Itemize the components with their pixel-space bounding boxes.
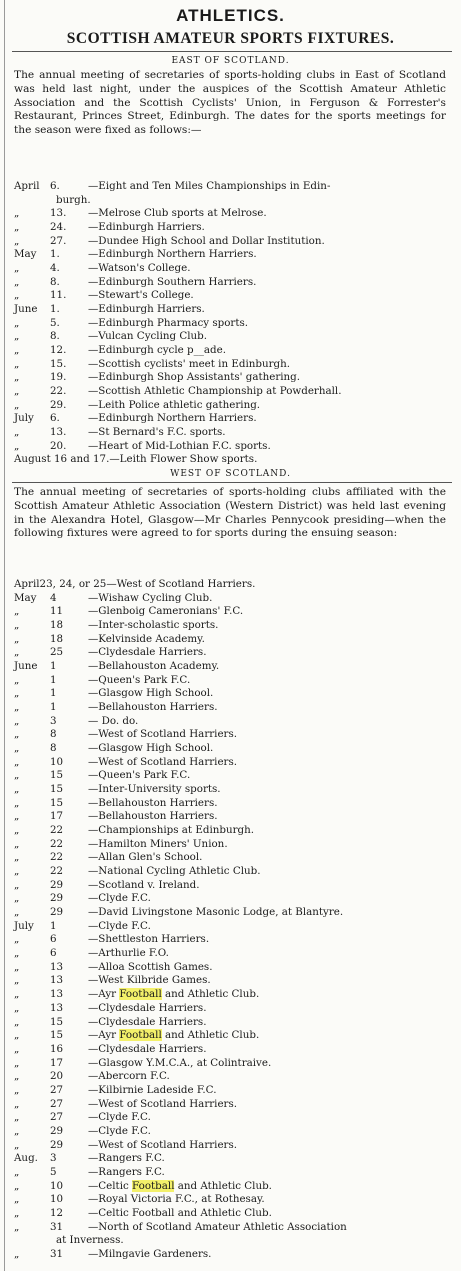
fixture-event: —Clyde F.C. bbox=[88, 1124, 151, 1137]
fixture-row bbox=[14, 276, 450, 290]
fixture-row bbox=[14, 371, 450, 385]
fixture-month: „ bbox=[14, 619, 20, 632]
fixture-date: 10 bbox=[50, 1179, 64, 1192]
fixture-month: „ bbox=[14, 385, 20, 398]
fixture-row bbox=[14, 783, 450, 797]
fixture-month: „ bbox=[14, 1165, 20, 1178]
fixture-month: „ bbox=[14, 1138, 20, 1151]
fixture-event: —West of Scotland Harriers. bbox=[88, 728, 238, 741]
fixture-date: 10 bbox=[50, 755, 64, 768]
fixture-month: „ bbox=[14, 357, 20, 370]
fixture-month: „ bbox=[14, 974, 20, 987]
fixture-row bbox=[14, 1016, 450, 1030]
fixture-month: „ bbox=[14, 687, 20, 700]
fixture-date: 8 bbox=[50, 742, 57, 755]
fixture-event: —Celtic Football and Athletic Club. bbox=[88, 1206, 272, 1219]
fixture-month: „ bbox=[14, 439, 20, 452]
fixture-event: —Edinburgh Northern Harriers. bbox=[88, 248, 257, 261]
fixture-month: „ bbox=[14, 755, 20, 768]
fixture-date: 22 bbox=[50, 824, 64, 837]
fixture-event: —Glasgow High School. bbox=[88, 742, 214, 755]
column-border bbox=[4, 0, 5, 1271]
west-section-heading: WEST OF SCOTLAND. bbox=[170, 469, 291, 479]
fixture-row bbox=[14, 769, 450, 783]
fixture-month: „ bbox=[14, 1247, 20, 1260]
fixture-month: August 16 and 17. bbox=[14, 453, 110, 466]
fixture-month: „ bbox=[14, 316, 20, 329]
fixture-date: 15 bbox=[50, 796, 64, 809]
fixture-date: 3 bbox=[50, 1152, 57, 1165]
fixture-row bbox=[14, 988, 450, 1002]
fixture-date: 29 bbox=[50, 878, 64, 891]
fixture-date: 19. bbox=[50, 371, 67, 384]
east-section-heading: EAST OF SCOTLAND. bbox=[171, 56, 290, 66]
title-rule bbox=[12, 51, 452, 52]
fixture-date: 22. bbox=[50, 385, 67, 398]
fixture-date: 20. bbox=[50, 439, 67, 452]
fixture-date: 18 bbox=[50, 632, 64, 645]
fixture-month: April bbox=[14, 578, 40, 590]
fixture-row bbox=[14, 426, 450, 440]
fixture-event: —St Bernard's F.C. sports. bbox=[88, 426, 226, 439]
fixture-month: „ bbox=[14, 796, 20, 809]
fixture-row bbox=[14, 207, 450, 221]
fixture-month: „ bbox=[14, 673, 20, 686]
fixture-row bbox=[14, 1234, 450, 1248]
fixture-event: —Dundee High School and Dollar Institution. bbox=[88, 234, 325, 247]
fixture-event: —Edinburgh Pharmacy sports. bbox=[88, 316, 249, 329]
fixture-date: 27. bbox=[50, 234, 67, 247]
fixture-date: 11 bbox=[50, 605, 64, 618]
fixture-month: „ bbox=[14, 426, 20, 439]
fixture-month: July bbox=[14, 919, 34, 932]
fixture-row bbox=[14, 1166, 450, 1180]
fixture-date: 11. bbox=[50, 289, 67, 302]
fixture-date: 29 bbox=[50, 892, 64, 905]
fixture-event: —David Livingstone Masonic Lodge, at Blantyre. bbox=[88, 906, 344, 919]
fixture-date: 13. bbox=[50, 426, 67, 439]
fixture-date: 5. bbox=[50, 316, 60, 329]
fixture-month: „ bbox=[14, 960, 20, 973]
fixture-row bbox=[14, 1193, 450, 1207]
fixture-event: —Clydesdale Harriers. bbox=[88, 1015, 207, 1028]
fixture-row bbox=[14, 947, 450, 961]
fixture-date: 15 bbox=[50, 769, 64, 782]
fixture-month: June bbox=[14, 660, 38, 673]
west-fixtures-list bbox=[14, 578, 450, 1262]
fixture-month: Aug. bbox=[14, 1152, 38, 1165]
fixture-date: 13 bbox=[50, 974, 64, 987]
fixture-date: 1 bbox=[50, 673, 57, 686]
fixture-row bbox=[14, 262, 450, 276]
fixture-date: 24. bbox=[50, 221, 67, 234]
fixture-row bbox=[14, 592, 450, 606]
fixture-date: 15 bbox=[50, 1015, 64, 1028]
fixture-event: —Abercorn F.C. bbox=[88, 1070, 170, 1083]
fixture-date: 22 bbox=[50, 865, 64, 878]
fixture-date: 27 bbox=[50, 1083, 64, 1096]
fixture-event: burgh. bbox=[56, 193, 91, 206]
fixture-row bbox=[14, 605, 450, 619]
fixture-month: „ bbox=[14, 837, 20, 850]
fixture-row bbox=[14, 385, 450, 399]
east-fixtures-list bbox=[14, 180, 450, 467]
fixture-date: 6 bbox=[50, 947, 57, 960]
fixture-row bbox=[14, 1221, 450, 1235]
fixture-event: at Inverness. bbox=[56, 1234, 124, 1247]
fixture-row bbox=[14, 838, 450, 852]
fixture-event: —Shettleston Harriers. bbox=[88, 933, 210, 946]
fixture-event: —West Kilbride Games. bbox=[88, 974, 211, 987]
fixture-event: —North of Scotland Amateur Athletic Association bbox=[88, 1220, 347, 1233]
fixture-month: „ bbox=[14, 1015, 20, 1028]
fixture-month: „ bbox=[14, 947, 20, 960]
fixture-date: 25 bbox=[50, 646, 64, 659]
fixture-row bbox=[14, 1043, 450, 1057]
fixture-month: April bbox=[14, 180, 40, 192]
fixture-event: —West of Scotland Harriers. bbox=[106, 578, 256, 590]
fixture-event: —Scottish cyclists' meet in Edinburgh. bbox=[88, 357, 291, 370]
fixture-event: —Edinburgh Shop Assistants' gathering. bbox=[88, 371, 301, 384]
fixture-month: „ bbox=[14, 262, 20, 275]
fixture-event: —Clyde F.C. bbox=[88, 1111, 151, 1124]
fixture-month: „ bbox=[14, 1070, 20, 1083]
fixture-event: —Glasgow Y.M.C.A., at Colintraive. bbox=[88, 1056, 272, 1069]
east-intro-paragraph: The annual meeting of secretaries of sports-holding clubs in East of Scotland was held last night, under the auspices of the Scottish Amateur Athletic Association and the Scottish Cyclists' Union, in Ferguson & Forrester's Restaurant, Princes Street, Edinburgh. The dates for the sports meetings for the season were fixed as follows:— bbox=[14, 69, 446, 137]
search-highlight: Football bbox=[132, 1179, 175, 1192]
fixture-event: —Glenboig Cameronians' F.C. bbox=[88, 605, 244, 618]
fixture-row bbox=[14, 824, 450, 838]
fixture-row bbox=[14, 619, 450, 633]
fixture-event: —Edinburgh Southern Harriers. bbox=[88, 275, 257, 288]
fixture-row bbox=[14, 633, 450, 647]
fixture-date: 12 bbox=[50, 1206, 64, 1219]
fixture-row bbox=[14, 248, 450, 262]
fixture-event: —Leith Police athletic gathering. bbox=[88, 398, 261, 411]
fixture-date: 6. bbox=[50, 412, 60, 425]
fixture-date: 17 bbox=[50, 810, 64, 823]
fixture-row bbox=[14, 879, 450, 893]
fixture-event: —Clydesdale Harriers. bbox=[88, 1001, 207, 1014]
fixture-date: 1 bbox=[50, 701, 57, 714]
fixture-month: „ bbox=[14, 275, 20, 288]
west-intro-paragraph: The annual meeting of secretaries of sports-holding clubs affiliated with the Scottish Amateur Athletic Association (Western District) was held last evening in the Alexandra Hotel, Glasgow—Mr Charles Pennycook presiding—when the following fixtures were agreed to for sports during the ensuing season: bbox=[14, 486, 446, 540]
fixture-month: „ bbox=[14, 988, 20, 1001]
fixture-event: —Milngavie Gardeners. bbox=[88, 1247, 212, 1260]
fixture-month: June bbox=[14, 303, 38, 316]
fixture-event: —Glasgow High School. bbox=[88, 687, 214, 700]
fixture-month: „ bbox=[14, 783, 20, 796]
fixture-month: „ bbox=[14, 1083, 20, 1096]
fixture-month: „ bbox=[14, 605, 20, 618]
fixture-row bbox=[14, 701, 450, 715]
fixture-month: „ bbox=[14, 742, 20, 755]
fixture-row bbox=[14, 358, 450, 372]
fixture-row bbox=[14, 578, 450, 592]
fixture-row bbox=[14, 1070, 450, 1084]
fixture-date: 31 bbox=[50, 1220, 64, 1233]
fixture-row bbox=[14, 180, 450, 194]
fixture-date: 1. bbox=[50, 303, 60, 316]
fixture-date: 27 bbox=[50, 1111, 64, 1124]
fixture-row bbox=[14, 920, 450, 934]
fixture-date: 1 bbox=[50, 919, 57, 932]
fixture-row bbox=[14, 1111, 450, 1125]
fixture-month: „ bbox=[14, 878, 20, 891]
fixture-event: —Bellahouston Harriers. bbox=[88, 701, 218, 714]
fixture-event: —Arthurlie F.O. bbox=[88, 947, 169, 960]
fixture-row bbox=[14, 728, 450, 742]
fixture-event: —West of Scotland Harriers. bbox=[88, 755, 238, 768]
fixture-event: —Ayr Football and Athletic Club. bbox=[88, 1029, 260, 1042]
fixture-event: —Bellahouston Harriers. bbox=[88, 810, 218, 823]
fixture-month: „ bbox=[14, 1124, 20, 1137]
fixture-row bbox=[14, 1098, 450, 1112]
fixture-event: —Edinburgh Harriers. bbox=[88, 303, 205, 316]
fixture-event: —Celtic Football and Athletic Club. bbox=[88, 1179, 272, 1192]
fixture-date: 1 bbox=[50, 687, 57, 700]
fixture-date: 13 bbox=[50, 960, 64, 973]
page-title: ATHLETICS. bbox=[176, 6, 285, 25]
fixture-row bbox=[14, 933, 450, 947]
fixture-row bbox=[14, 1002, 450, 1016]
fixture-row bbox=[14, 399, 450, 413]
fixture-month: „ bbox=[14, 632, 20, 645]
fixture-date: 8. bbox=[50, 330, 60, 343]
fixture-event: —West of Scotland Harriers. bbox=[88, 1097, 238, 1110]
fixture-date: 29. bbox=[50, 398, 67, 411]
fixture-date: 8. bbox=[50, 275, 60, 288]
fixture-event: —Scottish Athletic Championship at Powderhall. bbox=[88, 385, 342, 398]
fixture-row bbox=[14, 851, 450, 865]
fixture-row bbox=[14, 303, 450, 317]
fixture-event: —Queen's Park F.C. bbox=[88, 673, 191, 686]
fixture-row bbox=[14, 412, 450, 426]
fixture-event: —Clyde F.C. bbox=[88, 892, 151, 905]
fixture-event: —Kelvinside Academy. bbox=[88, 632, 205, 645]
fixture-row bbox=[14, 453, 450, 467]
fixture-date: 29 bbox=[50, 906, 64, 919]
fixture-month: „ bbox=[14, 1097, 20, 1110]
fixture-month: „ bbox=[14, 398, 20, 411]
fixture-event: —National Cycling Athletic Club. bbox=[88, 865, 261, 878]
fixture-event: —Alloa Scottish Games. bbox=[88, 960, 213, 973]
fixture-row bbox=[14, 865, 450, 879]
fixture-row bbox=[14, 961, 450, 975]
fixture-month: „ bbox=[14, 1029, 20, 1042]
fixture-row bbox=[14, 1125, 450, 1139]
fixture-event: —Wishaw Cycling Club. bbox=[88, 591, 213, 604]
fixture-date: 22 bbox=[50, 851, 64, 864]
fixture-event: —Clydesdale Harriers. bbox=[88, 646, 207, 659]
fixture-row bbox=[14, 660, 450, 674]
fixture-date: 23, 24, or 25 bbox=[39, 578, 107, 590]
fixture-event: —Inter-scholastic sports. bbox=[88, 619, 219, 632]
fixture-row bbox=[14, 194, 450, 208]
fixture-month: „ bbox=[14, 1193, 20, 1206]
fixture-date: 22 bbox=[50, 837, 64, 850]
fixture-month: „ bbox=[14, 933, 20, 946]
fixture-row bbox=[14, 221, 450, 235]
fixture-month: „ bbox=[14, 810, 20, 823]
fixture-row bbox=[14, 1180, 450, 1194]
fixture-month: July bbox=[14, 412, 34, 425]
west-rule bbox=[12, 482, 452, 483]
fixture-month: „ bbox=[14, 1042, 20, 1055]
fixture-month: „ bbox=[14, 1179, 20, 1192]
fixture-event: —Eight and Ten Miles Championships in Edin- bbox=[88, 180, 331, 192]
fixture-date: 13 bbox=[50, 988, 64, 1001]
fixture-row bbox=[14, 797, 450, 811]
fixture-date: 10 bbox=[50, 1193, 64, 1206]
fixture-month: „ bbox=[14, 865, 20, 878]
fixture-row bbox=[14, 235, 450, 249]
fixture-month: „ bbox=[14, 1056, 20, 1069]
search-highlight: Football bbox=[119, 988, 162, 1001]
fixture-row bbox=[14, 344, 450, 358]
fixture-month: „ bbox=[14, 1111, 20, 1124]
fixture-month: „ bbox=[14, 1001, 20, 1014]
fixture-date: 5 bbox=[50, 1165, 57, 1178]
fixture-event: — Do. do. bbox=[88, 714, 139, 727]
fixture-month: „ bbox=[14, 851, 20, 864]
fixture-date: 18 bbox=[50, 619, 64, 632]
fixture-event: —West of Scotland Harriers. bbox=[88, 1138, 238, 1151]
fixture-month: „ bbox=[14, 344, 20, 357]
fixture-event: —Inter-University sports. bbox=[88, 783, 221, 796]
fixture-row bbox=[14, 892, 450, 906]
fixture-row bbox=[14, 330, 450, 344]
fixture-event: —Bellahouston Academy. bbox=[88, 660, 220, 673]
fixture-event: —Ayr Football and Athletic Club. bbox=[88, 988, 260, 1001]
fixture-event: —Allan Glen's School. bbox=[88, 851, 203, 864]
fixture-date: 15 bbox=[50, 1029, 64, 1042]
fixture-row bbox=[14, 1207, 450, 1221]
fixture-event: —Bellahouston Harriers. bbox=[88, 796, 218, 809]
fixture-date: 6. bbox=[50, 180, 60, 192]
fixture-row bbox=[14, 810, 450, 824]
fixture-event: —Rangers F.C. bbox=[88, 1165, 165, 1178]
fixture-date: 8 bbox=[50, 728, 57, 741]
fixture-month: „ bbox=[14, 728, 20, 741]
fixture-date: 3 bbox=[50, 714, 57, 727]
fixture-month: „ bbox=[14, 892, 20, 905]
fixture-event: —Leith Flower Show sports. bbox=[109, 453, 258, 466]
fixture-month: „ bbox=[14, 701, 20, 714]
search-highlight: Football bbox=[119, 1029, 162, 1042]
fixture-row bbox=[14, 1139, 450, 1153]
fixture-event: —Kilbirnie Ladeside F.C. bbox=[88, 1083, 217, 1096]
fixture-month: „ bbox=[14, 769, 20, 782]
fixture-event: —Queen's Park F.C. bbox=[88, 769, 191, 782]
fixture-month: „ bbox=[14, 207, 20, 220]
fixture-date: 29 bbox=[50, 1124, 64, 1137]
fixture-month: „ bbox=[14, 1206, 20, 1219]
fixture-event: —Rangers F.C. bbox=[88, 1152, 165, 1165]
fixture-date: 12. bbox=[50, 344, 67, 357]
fixture-event: —Championships at Edinburgh. bbox=[88, 824, 255, 837]
fixture-row bbox=[14, 906, 450, 920]
fixture-month: „ bbox=[14, 906, 20, 919]
fixture-event: —Edinburgh Northern Harriers. bbox=[88, 412, 257, 425]
fixture-row bbox=[14, 440, 450, 454]
fixture-row bbox=[14, 289, 450, 303]
fixture-date: 6 bbox=[50, 933, 57, 946]
fixture-event: —Hamilton Miners' Union. bbox=[88, 837, 228, 850]
fixture-row bbox=[14, 715, 450, 729]
fixture-date: 27 bbox=[50, 1097, 64, 1110]
fixture-date: 29 bbox=[50, 1138, 64, 1151]
fixture-row bbox=[14, 1084, 450, 1098]
fixture-date: 31 bbox=[50, 1247, 64, 1260]
fixture-event: —Vulcan Cycling Club. bbox=[88, 330, 208, 343]
fixture-date: 1. bbox=[50, 248, 60, 261]
fixture-month: „ bbox=[14, 330, 20, 343]
fixture-event: —Royal Victoria F.C., at Rothesay. bbox=[88, 1193, 265, 1206]
fixture-date: 13. bbox=[50, 207, 67, 220]
fixture-month: „ bbox=[14, 824, 20, 837]
fixture-row bbox=[14, 1152, 450, 1166]
fixture-event: —Melrose Club sports at Melrose. bbox=[88, 207, 267, 220]
fixture-date: 4. bbox=[50, 262, 60, 275]
fixture-row bbox=[14, 317, 450, 331]
fixture-event: —Stewart's College. bbox=[88, 289, 194, 302]
fixture-month: „ bbox=[14, 289, 20, 302]
fixture-row bbox=[14, 1029, 450, 1043]
fixture-date: 15 bbox=[50, 783, 64, 796]
fixture-month: „ bbox=[14, 714, 20, 727]
fixture-month: May bbox=[14, 248, 37, 261]
fixture-month: „ bbox=[14, 646, 20, 659]
fixture-row bbox=[14, 974, 450, 988]
fixture-month: May bbox=[14, 591, 37, 604]
fixture-event: —Heart of Mid-Lothian F.C. sports. bbox=[88, 439, 271, 452]
fixture-row bbox=[14, 674, 450, 688]
fixture-month: „ bbox=[14, 221, 20, 234]
fixture-row bbox=[14, 1248, 450, 1262]
fixture-row bbox=[14, 756, 450, 770]
fixture-event: —Edinburgh cycle p__ade. bbox=[88, 344, 226, 357]
fixture-date: 15. bbox=[50, 357, 67, 370]
fixture-date: 4 bbox=[50, 591, 57, 604]
fixture-date: 13 bbox=[50, 1001, 64, 1014]
fixture-event: —Watson's College. bbox=[88, 262, 191, 275]
fixture-month: „ bbox=[14, 371, 20, 384]
article-subtitle: SCOTTISH AMATEUR SPORTS FIXTURES. bbox=[66, 30, 395, 47]
fixture-event: —Clydesdale Harriers. bbox=[88, 1042, 207, 1055]
fixture-date: 1 bbox=[50, 660, 57, 673]
fixture-row bbox=[14, 742, 450, 756]
fixture-row bbox=[14, 1057, 450, 1071]
fixture-month: „ bbox=[14, 234, 20, 247]
fixture-event: —Edinburgh Harriers. bbox=[88, 221, 205, 234]
fixture-row bbox=[14, 646, 450, 660]
fixture-date: 20 bbox=[50, 1070, 64, 1083]
fixture-date: 17 bbox=[50, 1056, 64, 1069]
fixture-event: —Clyde F.C. bbox=[88, 919, 151, 932]
fixture-row bbox=[14, 687, 450, 701]
fixture-month: „ bbox=[14, 1220, 20, 1233]
fixture-event: —Scotland v. Ireland. bbox=[88, 878, 200, 891]
fixture-date: 16 bbox=[50, 1042, 64, 1055]
